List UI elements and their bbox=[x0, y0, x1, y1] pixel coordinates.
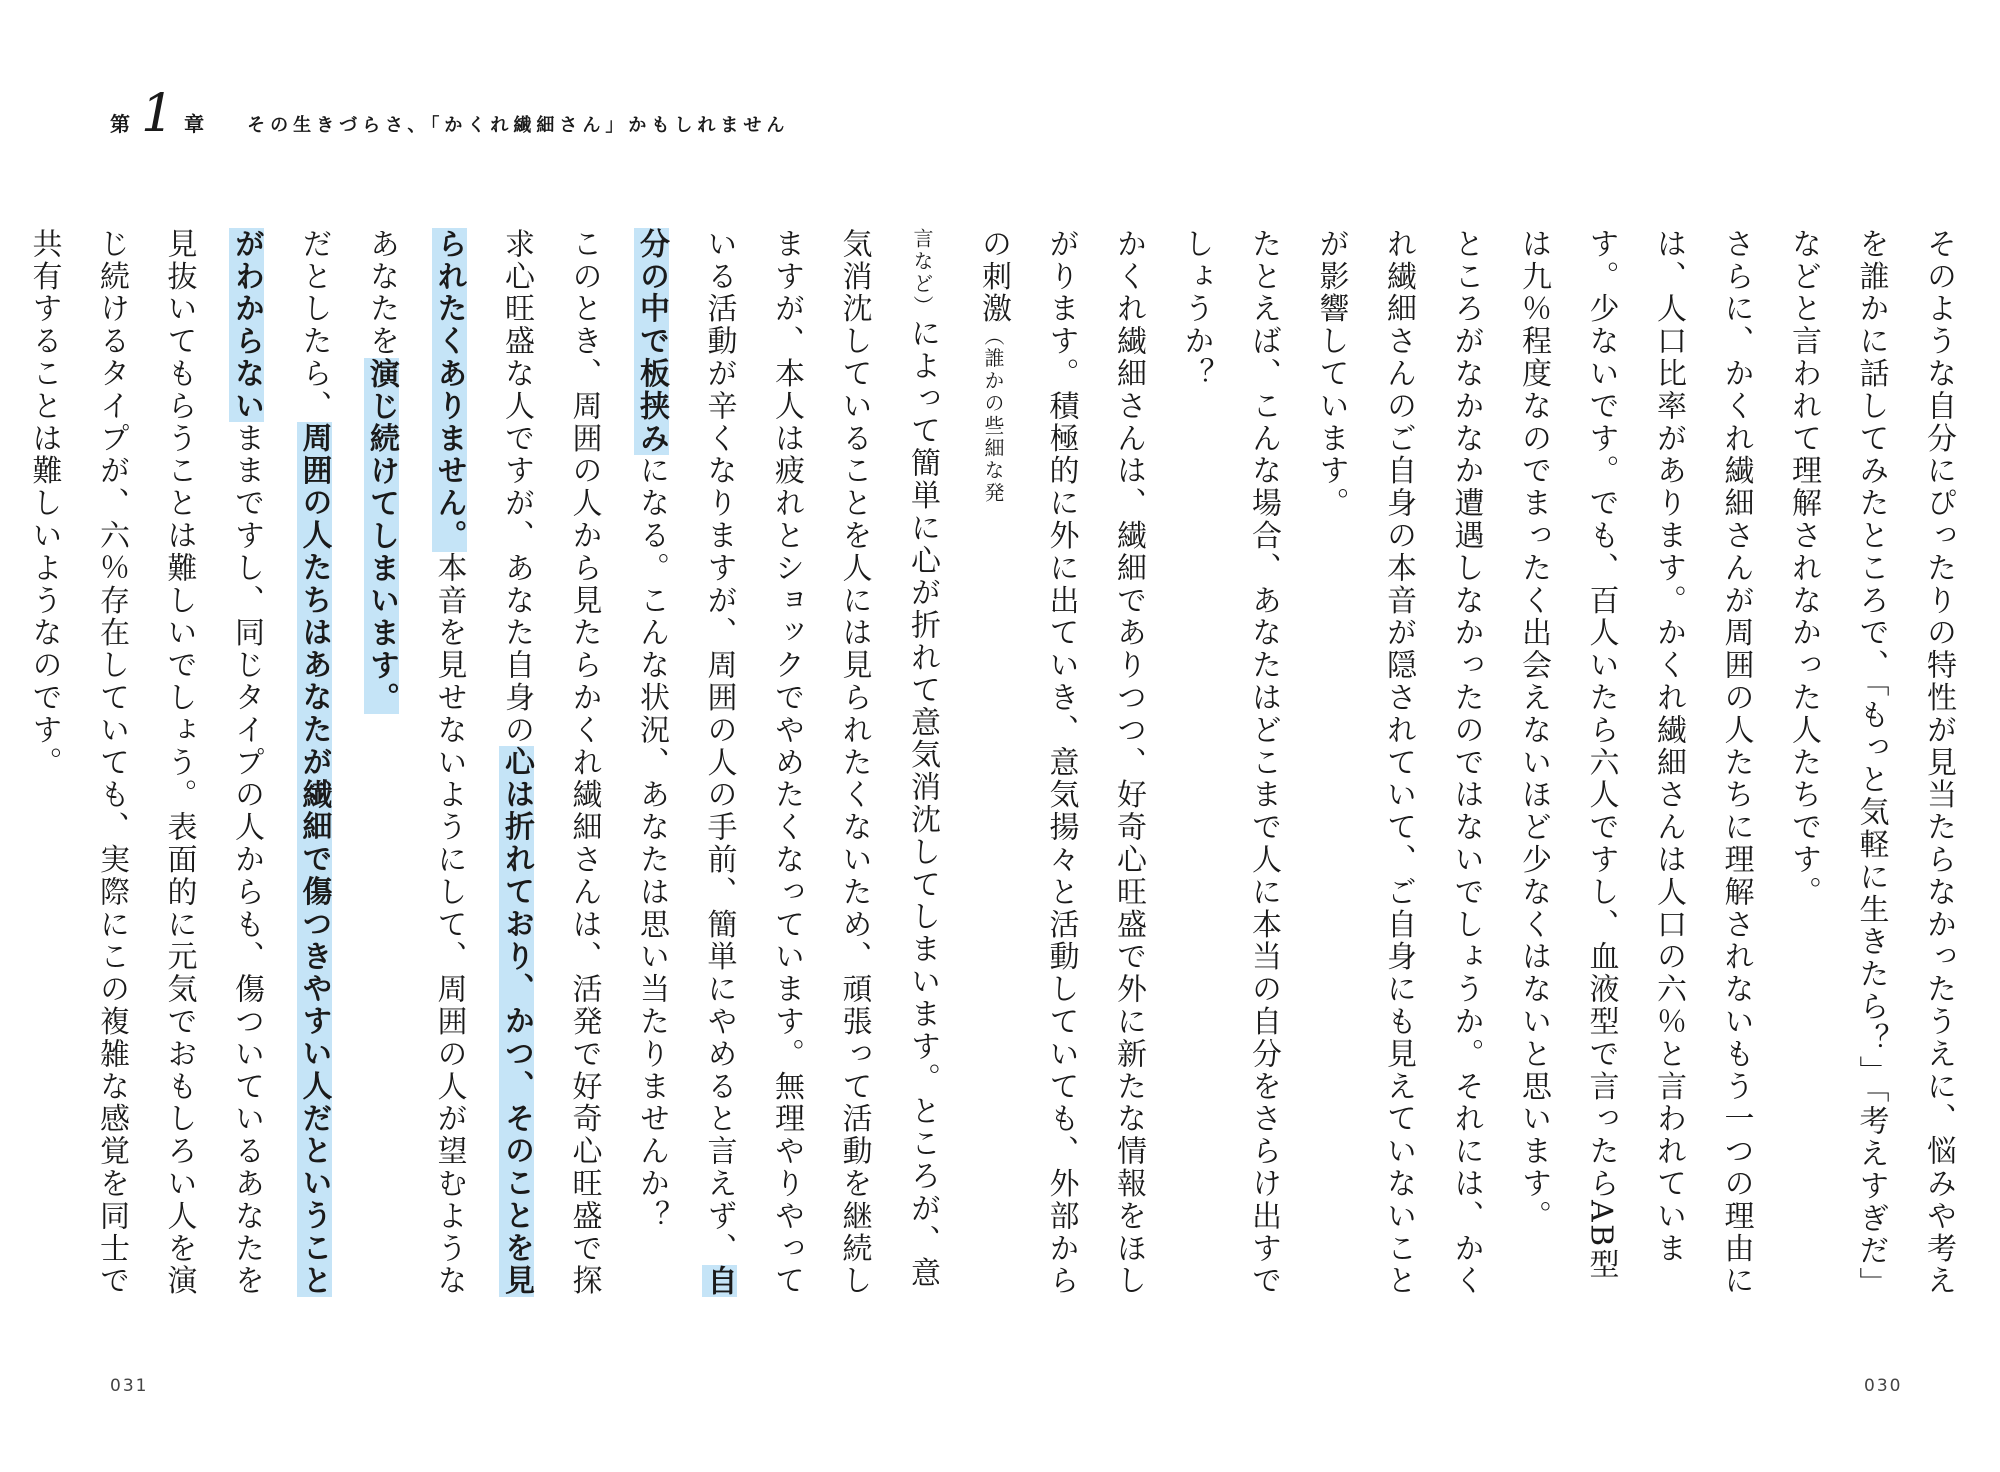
paragraph bbox=[10, 228, 348, 1308]
left-page bbox=[26, 228, 956, 1308]
paragraph-text: になる。こんな状況、あなたは思い当たりませんか？ bbox=[634, 454, 669, 1233]
paragraph: そのような自分にぴったりの特性が見当たらなかったうえに、悩みや考えを誰かに話してみたところで、「もっと気軽に生きたら？」「考えすぎだ」などと言われて理解されなかった人たちです。 bbox=[1786, 228, 1956, 1300]
right-page-body bbox=[976, 228, 1972, 1308]
paragraph: たとえば、こんな場合、あなたはどこまで人に本当の自分をさらけ出すでしょうか？ bbox=[1178, 228, 1281, 1298]
paragraph: さらに、かくれ繊細さんが周囲の人たちに理解されないもう一つの理由には、人口比率があります。かくれ繊細さんは人口の六％と言われています。少ないです。でも、百人いたら六人ですし、血液型で言ったらAB型は九％程度なのでまったく出会えないほど少なくはないと思います。 bbox=[1516, 228, 1754, 1298]
paragraph-text: ままですし、同じタイプの人からも、傷ついているあなたを見抜いてもらうことは難しいでしょう。表面的に元気でおもしろい人を演じ続けるタイプが、六％存在していても、実際にこの複雑な感覚を同士で共有することは難しいようなのです。 bbox=[26, 228, 264, 1298]
highlighted-text: 自分の中で板挟み bbox=[634, 228, 737, 1298]
page-number-right: 030 bbox=[1864, 1376, 1903, 1396]
paragraph-text: によって簡単に心が折れて意気消沈してしまいます。ところが、意気消沈していることを人には見られたくないため、頑張って活動を継続しますが、本人は疲れとショックでやめたくなっています。無理やりやっている活動が辛くなりますが、周囲の人の手前、簡単にやめると言えず、 bbox=[701, 228, 940, 1298]
page-number-left: 031 bbox=[110, 1376, 149, 1396]
paragraph-small-text: 言など） bbox=[910, 228, 934, 318]
paragraph bbox=[618, 228, 957, 1308]
chapter-header bbox=[110, 84, 790, 148]
highlighted-text: 周囲の人たちはあなたが繊細で傷つきやすい人だということがわからない bbox=[229, 228, 332, 1298]
paragraph-text: だとしたら、 bbox=[296, 228, 332, 423]
chapter-suffix: 章 bbox=[184, 112, 206, 136]
chapter-number: 1 bbox=[141, 84, 175, 144]
paragraph-text: かくれ繊細さんは、繊細でありつつ、好奇心旺盛で外に新たな情報をほしがります。積極的に外に出ていき、意気揚々と活動していても、外部からの刺激 bbox=[976, 228, 1146, 1298]
chapter-title: その生きづらさ、「かくれ繊細さん」かもしれません bbox=[247, 115, 790, 136]
left-page-body bbox=[26, 228, 956, 1308]
highlighted-text: 心は折れており、かつ、そのことを見られたくありません。 bbox=[431, 228, 534, 1298]
chapter-prefix: 第 bbox=[110, 112, 131, 136]
paragraph-text: 本音を見せないようにして、周囲の人が望むようなあなたを bbox=[364, 228, 467, 1298]
paragraph: ところがなかなか遭遇しなかったのではないでしょうか。それには、かくれ繊細さんのご自身の本音が隠されていて、ご自身にも見えていないことが影響しています。 bbox=[1313, 228, 1484, 1298]
right-page bbox=[976, 228, 1972, 1308]
paragraph-text: このとき、周囲の人から見たらかくれ繊細さんは、活発で好奇心旺盛で探求心旺盛な人ですが、あなた自身の bbox=[499, 228, 602, 1298]
paragraph bbox=[348, 228, 618, 1308]
paragraph bbox=[0, 228, 10, 1308]
highlighted-text: 演じ続けてしまいます。 bbox=[364, 357, 399, 715]
paragraph-small-text: （誰かの些細な発 bbox=[981, 325, 1005, 505]
paragraph bbox=[959, 228, 1163, 1308]
